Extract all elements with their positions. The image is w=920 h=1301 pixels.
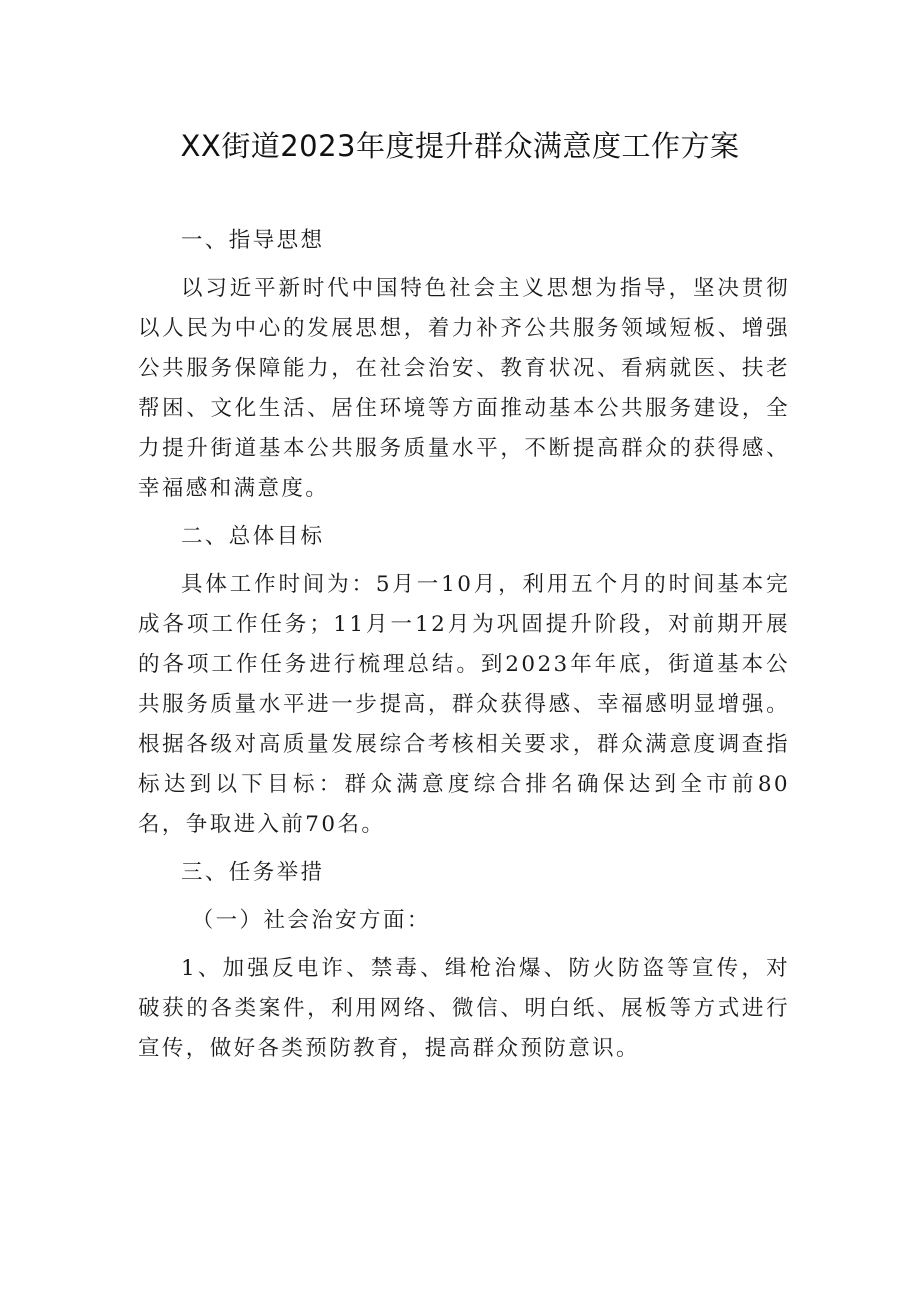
section-heading-task-measures: 三、任务举措 [181, 860, 325, 885]
paragraph-guiding-ideology: 以习近平新时代中国特色社会主义思想为指导，坚决贯彻以人民为中心的发展思想，着力补齐公共服务领域短板、增强公共服务保障能力，在社会治安、教育状况、看病就医、扶老帮困、文化生活、居住环境等方面推动基本公共服务建设，全力提升街道基本公共服务质量水平，不断提高群众的获得感、幸福感和满意度。 [138, 276, 790, 501]
section-heading-overall-goals: 二、总体目标 [181, 524, 325, 549]
document-title: XX街道2023年度提升群众满意度工作方案 [180, 129, 740, 163]
paragraph-item-1: 1、加强反电诈、禁毒、缉枪治爆、防火防盗等宣传，对破获的各类案件，利用网络、微信、明白纸、展板等方式进行宣传，做好各类预防教育，提高群众预防意识。 [138, 956, 790, 1061]
subheading-public-security: （一）社会治安方面： [191, 908, 431, 933]
paragraph-overall-goals: 具体工作时间为：5月一10月，利用五个月的时间基本完成各项工作任务；11月一12月为巩固提升阶段，对前期开展的各项工作任务进行梳理总结。到2023年年底，街道基本公共服务质量水平进一步提高，群众获得感、幸福感明显增强。根据各级对高质量发展综合考核相关要求，群众满意度调查指标达到以下目标：群众满意度综合排名确保达到全市前80名，争取进入前70名。 [138, 572, 790, 837]
document-body [138, 221, 790, 1069]
section-heading-guiding-ideology: 一、指导思想 [181, 228, 325, 253]
